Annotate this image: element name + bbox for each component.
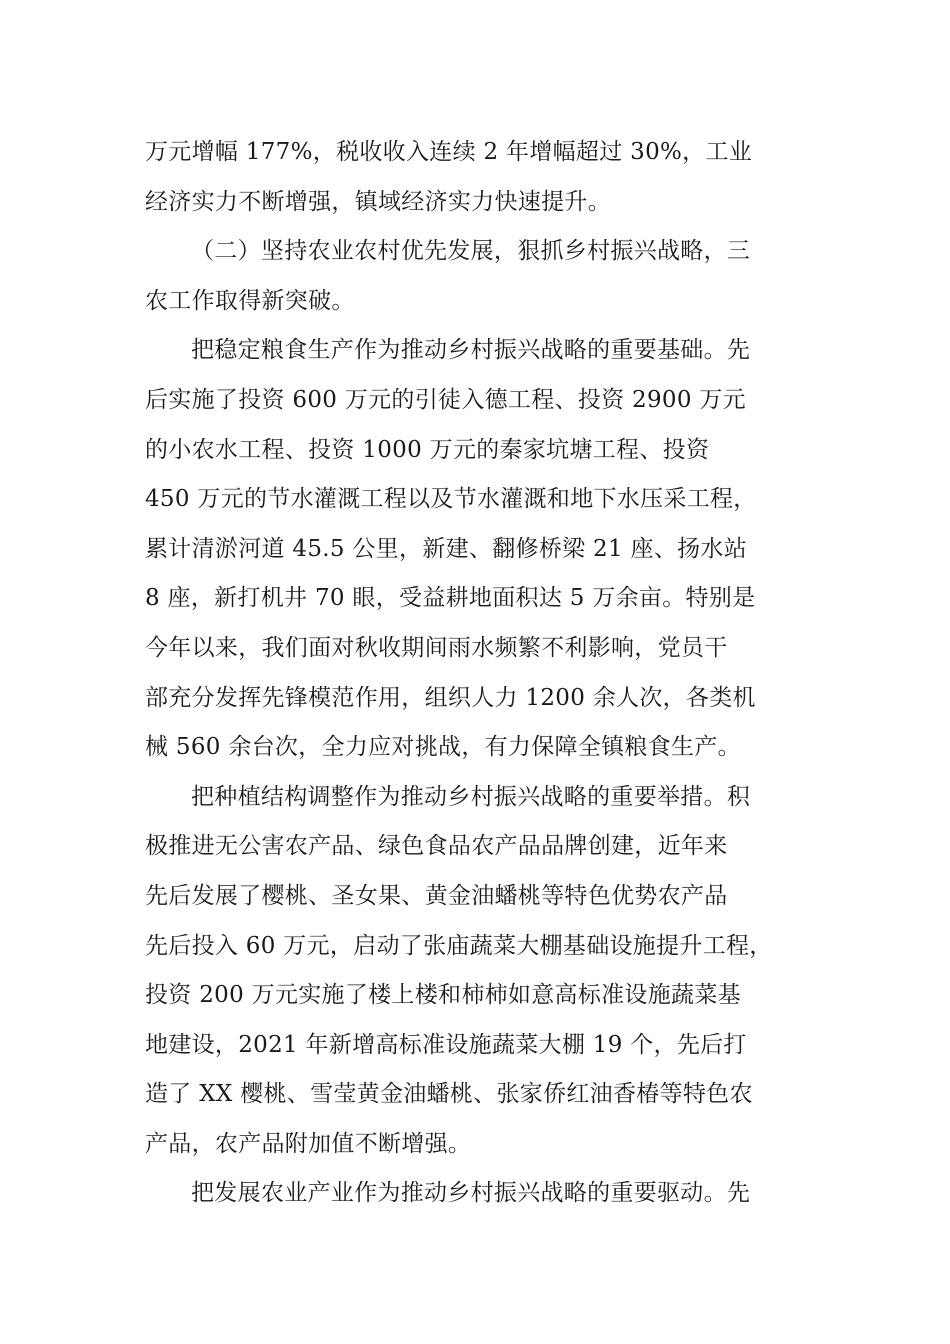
text-line: 经济实力不断增强，镇域经济实力快速提升。 bbox=[145, 188, 611, 215]
text-line: 今年以来，我们面对秋收期间雨水频繁不利影响，党员干 bbox=[145, 634, 728, 661]
text-line: 极推进无公害农产品、绿色食品农产品品牌创建，近年来 bbox=[145, 833, 728, 860]
text-line: 投资 200 万元实施了楼上楼和柿柿如意高标准设施蔬菜基 bbox=[145, 982, 741, 1009]
text-line: 农工作取得新突破。 bbox=[145, 287, 355, 314]
text-line: 后实施了投资 600 万元的引徒入德工程、投资 2900 万元 bbox=[145, 386, 746, 413]
text-line: （二）坚持农业农村优先发展，狠抓乡村振兴战略，三 bbox=[191, 238, 751, 265]
text-line: 先后投入 60 万元，启动了张庙蔬菜大棚基础设施提升工程， bbox=[145, 932, 773, 959]
section-heading bbox=[145, 227, 810, 326]
text-line: 把稳定粮食生产作为推动乡村振兴战略的重要基础。先 bbox=[191, 337, 751, 364]
text-line: 造了 XX 樱桃、雪莹黄金油蟠桃、张家侨红油香椿等特色农 bbox=[145, 1081, 753, 1108]
text-line: 的小农水工程、投资 1000 万元的秦家坑塘工程、投资 bbox=[145, 436, 710, 463]
paragraph bbox=[145, 1169, 810, 1219]
text-line: 450 万元的节水灌溉工程以及节水灌溉和地下水压采工程， bbox=[145, 486, 757, 513]
text-line: 先后发展了樱桃、圣女果、黄金油蟠桃等特色优势农产品 bbox=[145, 882, 728, 909]
text-line: 械 560 余台次，全力应对挑战，有力保障全镇粮食生产。 bbox=[145, 734, 741, 761]
text-line: 产品，农产品附加值不断增强。 bbox=[145, 1130, 472, 1157]
text-line: 万元增幅 177%，税收收入连续 2 年增幅超过 30%，工业 bbox=[145, 139, 753, 165]
text-line: 把种植结构调整作为推动乡村振兴战略的重要举措。积 bbox=[191, 783, 751, 810]
document-body bbox=[145, 128, 810, 1219]
text-line: 累计清淤河道 45.5 公里，新建、翻修桥梁 21 座、扬水站 bbox=[145, 535, 748, 562]
text-line: 部充分发挥先锋模范作用，组织人力 1200 余人次，各类机 bbox=[145, 684, 756, 711]
text-line: 把发展农业产业作为推动乡村振兴战略的重要驱动。先 bbox=[191, 1180, 751, 1207]
paragraph bbox=[145, 128, 810, 227]
text-line: 8 座，新打机井 70 眼，受益耕地面积达 5 万余亩。特别是 bbox=[145, 585, 756, 612]
text-line: 地建设，2021 年新增高标准设施蔬菜大棚 19 个，先后打 bbox=[145, 1031, 747, 1058]
paragraph bbox=[145, 773, 810, 1170]
paragraph bbox=[145, 326, 810, 772]
